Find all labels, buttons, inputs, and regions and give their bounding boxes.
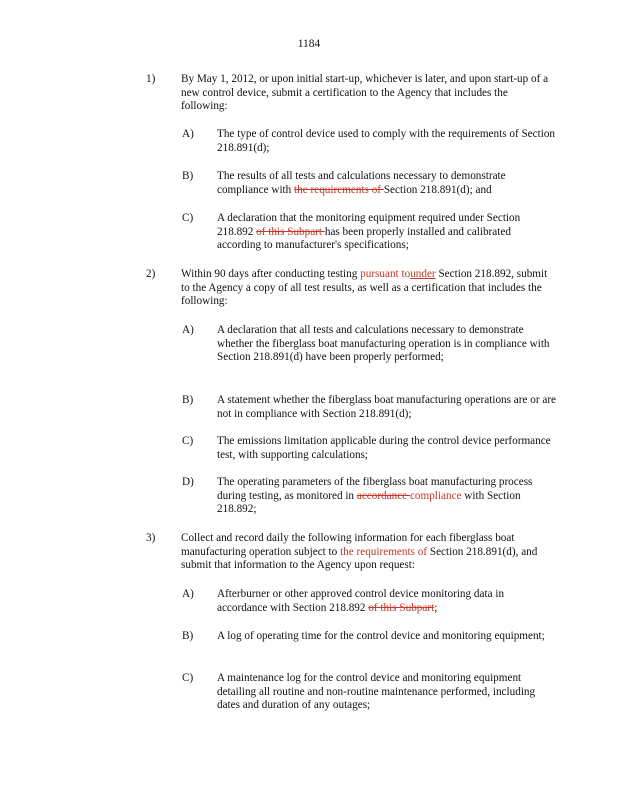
text-run: A declaration that the monitoring equipment required under Section 218.892 <box>217 212 521 238</box>
deleted-text: of this Subpart <box>368 601 435 614</box>
item-number: 2) <box>146 268 156 280</box>
text-run: has been properly installed and calibrated according to manufacturer's specifications; <box>217 225 511 252</box>
sub-item-number: A) <box>182 324 194 336</box>
inserted-text: pursuant to <box>360 268 411 280</box>
item-number: 3) <box>146 532 156 544</box>
sub-item-number: C) <box>182 212 194 224</box>
item-text <box>181 268 551 309</box>
inserted-text: under <box>410 268 436 280</box>
text-run: Section 218.891(d); and <box>383 183 492 196</box>
sub-item-text <box>217 476 557 517</box>
sub-item-text <box>217 212 557 253</box>
sub-item-number: C) <box>182 672 194 684</box>
sub-item-text <box>217 170 557 197</box>
deleted-text: the requirements of <box>294 183 384 196</box>
item-text: By May 1, 2012, or upon initial start-up, whichever is later, and upon start-up of a new control device, submit a certification to the Agency that includes the following: <box>181 73 549 113</box>
sub-item-text: A declaration that all tests and calculations necessary to demonstrate whether the fiberglass boat manufacturing operation is in compliance with Section 218.891(d) have been properly performed; <box>217 324 550 364</box>
page-number: 1184 <box>297 38 321 50</box>
text-run: ; <box>434 601 438 614</box>
text-run: The results of all tests and calculations necessary to demonstrate compliance with <box>217 170 506 196</box>
text-run: Within 90 days after conducting testing <box>181 268 361 280</box>
text-run: Afterburner or other approved control device monitoring data in accordance with Section 218.892 <box>217 588 505 614</box>
deleted-text: of this Subpart <box>256 225 325 238</box>
sub-item-number: B) <box>182 630 194 642</box>
sub-item-text: The emissions limitation applicable during the control device performance test, with supporting calculations; <box>217 435 551 461</box>
sub-item-number: A) <box>182 128 194 140</box>
item-number: 1) <box>146 73 156 85</box>
deleted-text: accordance <box>356 489 410 502</box>
sub-item-text: A maintenance log for the control device and monitoring equipment detailing all routine and non-routine maintenance performed, including dates and duration of any outages; <box>217 672 536 712</box>
sub-item-number: B) <box>182 170 194 182</box>
text-run: The operating parameters of the fiberglass boat manufacturing process during testing, as monitored in <box>217 476 533 502</box>
text-run: Collect and record daily the following information for each fiberglass boat manufacturing operation subject to <box>181 532 515 558</box>
sub-item-text: A statement whether the fiberglass boat manufacturing operations are or are not in compliance with Section 218.891(d); <box>217 394 557 420</box>
sub-item-number: D) <box>182 476 194 488</box>
text-run: with Section 218.892; <box>217 489 521 516</box>
text-run: Section 218.891(d), and submit that information to the Agency upon request: <box>181 545 538 572</box>
sub-item-number: C) <box>182 435 194 447</box>
inserted-text: the requirements of <box>340 545 428 558</box>
sub-item-number: B) <box>182 394 194 406</box>
text-run: Section 218.892, submit to the Agency a copy of all test results, as well as a certification that includes the following: <box>181 268 548 308</box>
sub-item-number: A) <box>182 588 194 600</box>
inserted-text: compliance <box>409 489 462 502</box>
sub-item-text <box>217 588 557 615</box>
sub-item-text: The type of control device used to comply with the requirements of Section 218.891(d); <box>217 128 556 154</box>
sub-item-text: A log of operating time for the control device and monitoring equipment; <box>217 630 545 642</box>
item-text <box>181 532 551 573</box>
